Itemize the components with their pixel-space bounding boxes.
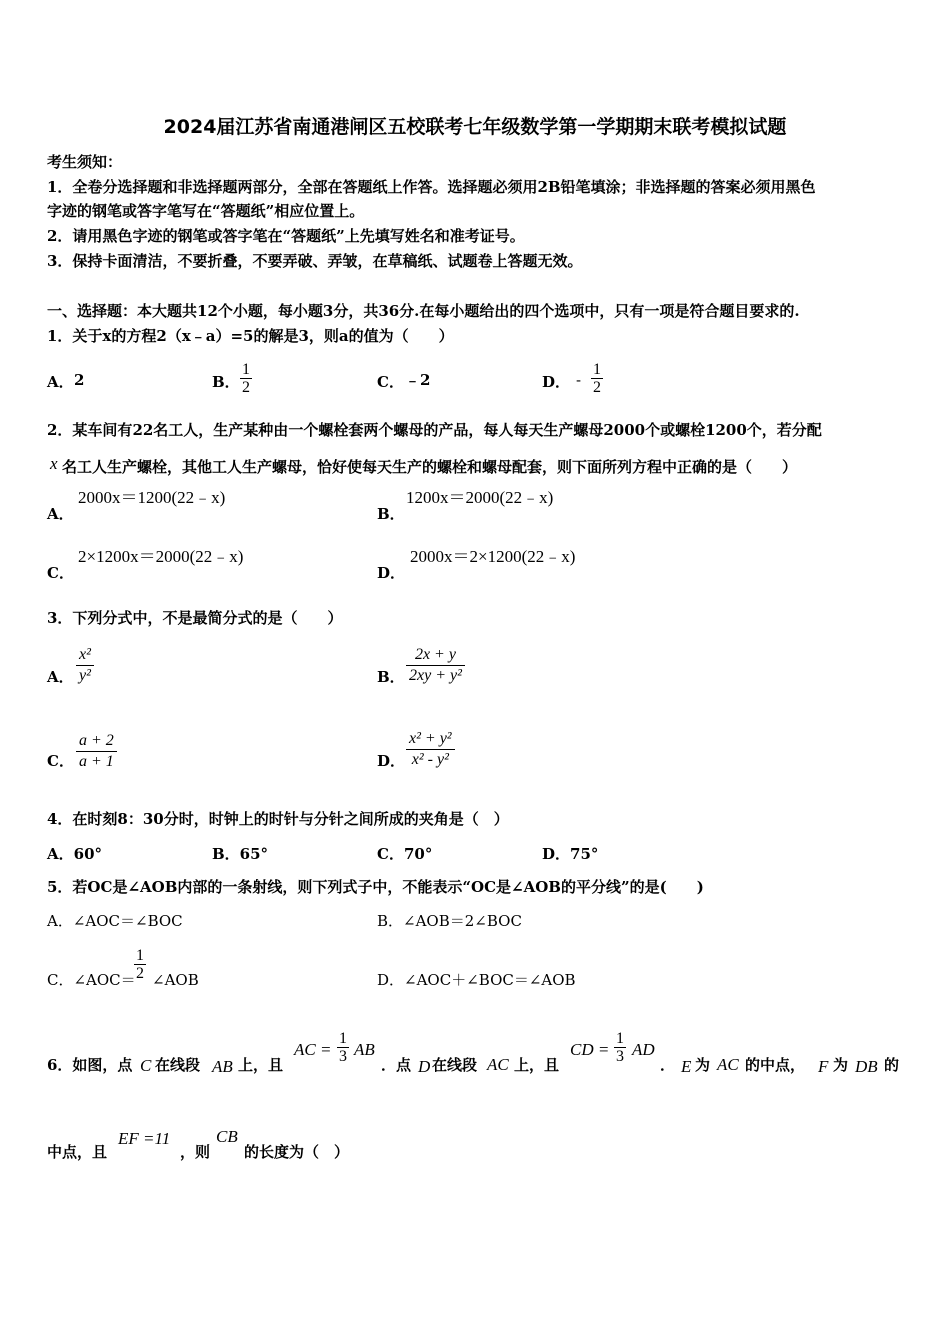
q2-option-a-equation: 2000x＝1200(22﹣x) bbox=[78, 488, 226, 507]
section-heading: 一、选择题：本大题共12个小题，每小题3分，共36分.在每小题给出的四个选项中，只有一项是符合题目要求的. bbox=[47, 302, 800, 320]
q4-option-d: D．75° bbox=[542, 845, 599, 863]
q6-eq2-fraction bbox=[614, 1030, 626, 1065]
q1-option-c-value: ﹣2 bbox=[405, 371, 431, 389]
q5-option-d: D．∠AOC＋∠BOC＝∠AOB bbox=[377, 971, 576, 989]
q6-point-c: C bbox=[140, 1056, 152, 1075]
q4-stem: 4．在时刻8：30分时，时钟上的时针与分针之间所成的夹角是（ ） bbox=[47, 810, 509, 828]
q6-eq1-left: AC = bbox=[294, 1040, 332, 1059]
denominator: 2 bbox=[136, 965, 144, 982]
q3-stem: 3．下列分式中，不是最简分式的是（ ） bbox=[47, 609, 343, 627]
q6-text: 上，且 bbox=[238, 1056, 284, 1074]
q1-option-b-label: B． bbox=[212, 373, 240, 391]
numerator: 1 bbox=[593, 361, 601, 378]
q1-option-b-fraction bbox=[240, 361, 252, 396]
q6-segment-cb: CB bbox=[216, 1127, 238, 1146]
q2-option-c-label: C． bbox=[47, 564, 74, 582]
notice-heading: 考生须知： bbox=[47, 153, 123, 171]
denominator: a + 1 bbox=[79, 753, 114, 770]
numerator: a + 2 bbox=[76, 731, 117, 752]
q2-stem-line1: 2．某车间有22名工人，生产某种由一个螺栓套两个螺母的产品，每人每天生产螺母2000个或螺栓1200个，若分配 bbox=[47, 421, 822, 439]
q6-eq3: EF =11 bbox=[118, 1129, 171, 1148]
q6-segment-ab: AB bbox=[212, 1057, 233, 1076]
denominator: 2 bbox=[242, 379, 250, 396]
q5-option-c-fraction bbox=[134, 947, 146, 982]
q2-option-a-label: A． bbox=[47, 505, 74, 523]
q1-option-a-label: A． bbox=[47, 373, 74, 391]
q6-eq1-right: AB bbox=[354, 1040, 375, 1059]
q6-text: 上，且 bbox=[514, 1056, 560, 1074]
page-title: 2024届江苏省南通港闸区五校联考七年级数学第一学期期末联考模拟试题 bbox=[163, 116, 787, 138]
q6-eq2-right: AD bbox=[632, 1040, 655, 1059]
q2-stem-line2: 名工人生产螺栓，其他工人生产螺母，恰好使每天生产的螺栓和螺母配套，则下面所列方程中正确的是（ ） bbox=[62, 458, 798, 476]
denominator: 3 bbox=[616, 1048, 624, 1065]
q6-point-d: D bbox=[418, 1057, 431, 1076]
q2-option-c-equation: 2×1200x＝2000(22﹣x) bbox=[78, 547, 244, 566]
q6-text: 在线段 bbox=[432, 1056, 478, 1074]
q5-stem: 5．若OC是∠AOB内部的一条射线，则下列式子中，不能表示“OC是∠AOB的平分线”的是( ) bbox=[47, 878, 704, 896]
q5-option-b: B．∠AOB＝2∠BOC bbox=[377, 912, 522, 930]
numerator: x² + y² bbox=[406, 729, 455, 750]
notice-item: 字迹的钢笔或答字笔写在“答题纸”相应位置上。 bbox=[47, 202, 365, 220]
denominator: y² bbox=[79, 667, 91, 684]
denominator: x² - y² bbox=[411, 751, 449, 768]
numerator: 1 bbox=[242, 361, 250, 378]
q3-option-c-label: C． bbox=[47, 752, 74, 770]
q6-text: ．点 bbox=[381, 1056, 412, 1074]
q3-option-c-fraction bbox=[76, 731, 117, 772]
notice-item: 3．保持卡面清洁，不要折叠，不要弄破、弄皱，在草稿纸、试题卷上答题无效。 bbox=[47, 252, 583, 270]
q6-text: 为 bbox=[833, 1056, 849, 1074]
q2-option-b-equation: 1200x＝2000(22﹣x) bbox=[406, 488, 554, 507]
q3-option-d-label: D． bbox=[377, 752, 406, 770]
denominator: 2 bbox=[593, 379, 601, 396]
q2-variable: x bbox=[50, 454, 58, 473]
denominator: 2xy + y² bbox=[409, 667, 462, 684]
q1-option-d-label: D． bbox=[542, 373, 571, 391]
q3-option-d-fraction bbox=[406, 729, 455, 770]
notice-item: 2．请用黑色字迹的钢笔或答字笔在“答题纸”上先填写姓名和准考证号。 bbox=[47, 227, 525, 245]
q3-option-b-label: B． bbox=[377, 668, 405, 686]
q4-option-b: B．65° bbox=[212, 845, 269, 863]
q1-option-d-fraction bbox=[591, 361, 603, 396]
q6-text: 在线段 bbox=[155, 1056, 201, 1074]
q6-text: 的 bbox=[884, 1056, 900, 1074]
q1-option-d-sign: - bbox=[576, 371, 582, 389]
q5-option-c-tail: ∠AOB bbox=[152, 971, 199, 989]
q3-option-a-label: A． bbox=[47, 668, 74, 686]
q5-option-a: A．∠AOC＝∠BOC bbox=[47, 912, 183, 930]
q6-segment-db: DB bbox=[855, 1057, 878, 1076]
denominator: 3 bbox=[339, 1048, 347, 1065]
q2-option-d-equation: 2000x＝2×1200(22﹣x) bbox=[410, 547, 576, 566]
q6-point-f: F bbox=[818, 1057, 829, 1076]
q1-stem: 1．关于x的方程2（x﹣a）=5的解是3，则a的值为（ ） bbox=[47, 327, 454, 345]
q6-text: 为 bbox=[695, 1056, 711, 1074]
q6-text: 中点，且 bbox=[47, 1143, 108, 1161]
q4-option-c: C．70° bbox=[377, 845, 433, 863]
q2-option-d-label: D． bbox=[377, 564, 406, 582]
q3-option-b-fraction bbox=[406, 645, 465, 686]
q6-eq2-left: CD = bbox=[570, 1040, 610, 1059]
numerator: 1 bbox=[616, 1030, 624, 1047]
q6-text: ． bbox=[660, 1056, 676, 1074]
q6-text: ，则 bbox=[180, 1143, 211, 1161]
q1-option-c-label: C． bbox=[377, 373, 404, 391]
q6-eq1-fraction bbox=[337, 1030, 349, 1065]
q2-option-b-label: B． bbox=[377, 505, 405, 523]
numerator: 2x + y bbox=[406, 645, 465, 666]
q6-point-e: E bbox=[681, 1057, 692, 1076]
q6-text: 的长度为（ ） bbox=[244, 1143, 350, 1161]
q6-segment-ac-2: AC bbox=[717, 1055, 739, 1074]
numerator: 1 bbox=[136, 947, 144, 964]
q1-option-a-value: 2 bbox=[74, 371, 85, 389]
notice-item: 1．全卷分选择题和非选择题两部分，全部在答题纸上作答。选择题必须用2B铅笔填涂；非选择题的答案必须用黑色 bbox=[47, 178, 816, 196]
q3-option-a-fraction bbox=[76, 645, 94, 686]
q4-option-a: A．60° bbox=[47, 845, 103, 863]
q5-option-c: C．∠AOC＝ bbox=[47, 971, 136, 989]
q6-segment-ac: AC bbox=[487, 1055, 509, 1074]
q6-text: 的中点， bbox=[745, 1056, 806, 1074]
numerator: 1 bbox=[339, 1030, 347, 1047]
numerator: x² bbox=[76, 645, 94, 666]
q6-text: 6．如图，点 bbox=[47, 1056, 133, 1074]
